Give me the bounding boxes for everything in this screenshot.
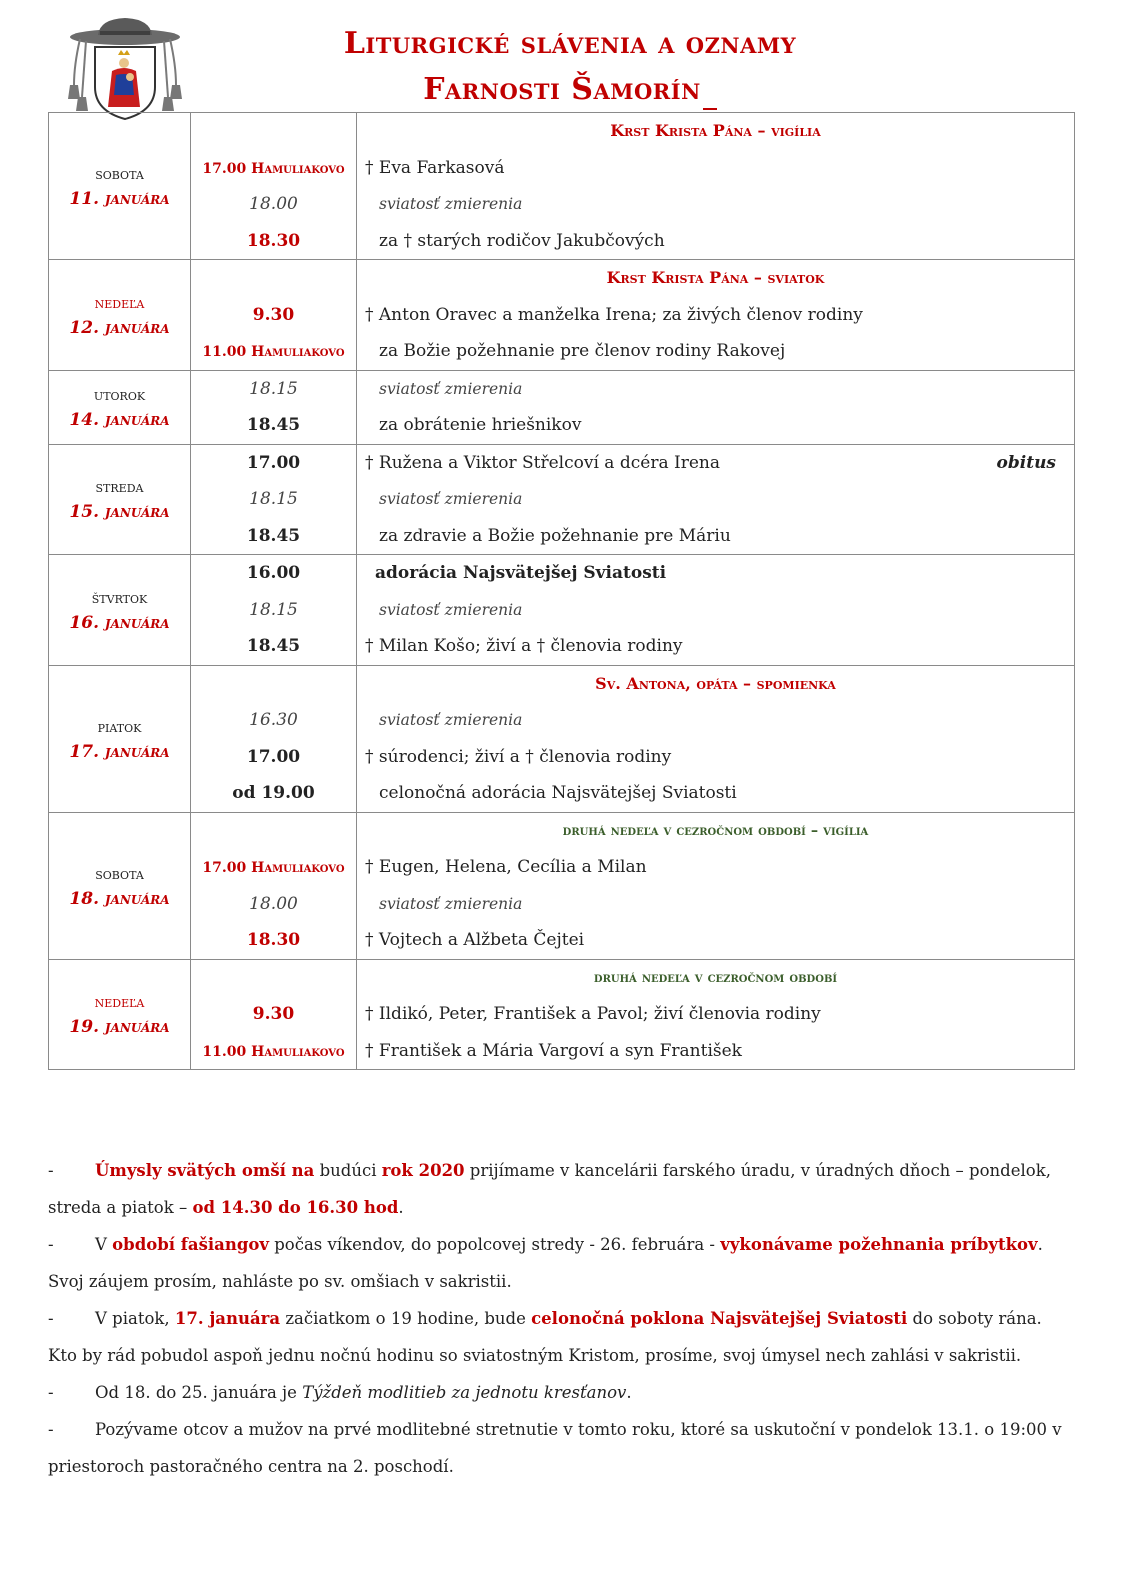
intention-text: † Eva Farkasová (365, 157, 505, 178)
mass-time-text: 18.30 (246, 230, 301, 251)
mass-time-text: 11.00 Hamuliakovo (202, 1043, 345, 1060)
mass-time-text: 17.00 (246, 452, 301, 473)
intention-text: druhá nedeľa v cezročnom období – vigília (562, 821, 869, 839)
bullet-dash: - (48, 1161, 54, 1180)
schedule-day-row (49, 444, 1075, 555)
mass-intention (357, 775, 1074, 812)
intention-text: druhá nedeľa v cezročnom období (593, 968, 838, 986)
times-cell (191, 370, 357, 444)
mass-time (191, 960, 356, 997)
mass-time (191, 628, 356, 665)
feast-title (357, 666, 1074, 703)
intention-text: † Ildikó, Peter, František a Pavol; živí členovia rodiny (365, 1004, 821, 1024)
bullet-dash: - (48, 1420, 54, 1439)
feast-title (357, 813, 1074, 850)
intention-text: za obrátenie hriešnikov (379, 415, 582, 435)
mass-intention (357, 223, 1074, 260)
schedule-day-row (49, 665, 1075, 812)
schedule-day-row (49, 959, 1075, 1070)
mass-time-text: 11.00 Hamuliakovo (202, 344, 345, 360)
intention-text: Sv. Antona, opáta – spomienka (595, 673, 836, 693)
intention-text: sviatosť zmierenia (379, 379, 523, 398)
mass-time-text: 17.00 (246, 746, 301, 767)
announcement-1 (48, 1152, 1075, 1226)
announcement-5 (48, 1411, 1075, 1485)
mass-time-text: 18.00 (249, 194, 298, 214)
mass-intention (357, 333, 1074, 370)
mass-time (191, 260, 356, 297)
intention-text: † Milan Košo; živí a † členovia rodiny (365, 636, 683, 656)
mass-time (191, 297, 356, 334)
intention-text: † Eugen, Helena, Cecília a Milan (365, 857, 647, 877)
intention-text: † František a Mária Vargoví a syn František (365, 1040, 742, 1061)
note-text: . (626, 1383, 632, 1402)
mass-intention (357, 996, 1074, 1033)
mass-time (191, 445, 356, 482)
times-cell (191, 555, 357, 666)
mass-time (191, 371, 356, 408)
title-underline (703, 80, 717, 110)
announcement-2 (48, 1226, 1075, 1300)
mass-time (191, 849, 356, 886)
mass-time-text: 18.45 (246, 415, 301, 435)
mass-time (191, 333, 356, 370)
times-cell (191, 665, 357, 812)
mass-time (191, 775, 356, 812)
times-cell (191, 260, 357, 371)
mass-intention (357, 702, 1074, 739)
intention-text: Krst Krista Pána – sviatok (606, 268, 825, 287)
intentions-cell (357, 113, 1075, 260)
day-cell (49, 444, 191, 555)
intention-text: celonočná adorácia Najsvätejšej Sviatosti (379, 783, 737, 803)
mass-time (191, 739, 356, 776)
announcement-3 (48, 1300, 1075, 1374)
mass-time (191, 813, 356, 850)
mass-time-text: 18.45 (246, 636, 301, 656)
announcement-4 (48, 1374, 1075, 1411)
note-text: Pozývame otcov a mužov na prvé modlitebné stretnutie v tomto roku, ktoré sa uskutoční v pondelok 13.1. o 19:00 v priestoroch pastoračného centra na 2. poschodí. (48, 1420, 1062, 1476)
mass-time-text: 9.30 (252, 1004, 295, 1024)
note-text: začiatkom o 19 hodine, bude (280, 1309, 532, 1328)
day-name: sobota (95, 864, 144, 883)
day-name: utorok (93, 386, 146, 404)
note-highlight: Úmysly svätých omší na (95, 1161, 315, 1180)
day-name: sobota (95, 165, 144, 183)
note-highlight: období fašiangov (112, 1235, 269, 1254)
mass-time (191, 555, 356, 592)
note-text: . (398, 1198, 404, 1217)
intentions-cell (357, 260, 1075, 371)
day-date: 11. januára (69, 189, 170, 209)
mass-time-text: 16.30 (249, 710, 298, 730)
day-cell (49, 959, 191, 1070)
day-cell (49, 665, 191, 812)
bullet-dash: - (48, 1383, 54, 1402)
mass-time-text: 16.00 (246, 563, 301, 583)
intention-text: sviatosť zmierenia (379, 490, 523, 508)
mass-time-text: 18.15 (249, 489, 298, 509)
mass-time (191, 407, 356, 444)
mass-time (191, 518, 356, 555)
note-highlight: od 14.30 do 16.30 hod (192, 1198, 399, 1217)
note-text: počas víkendov, do popolcovej stredy - 26. februára - (268, 1235, 721, 1254)
mass-intention (357, 886, 1074, 923)
mass-intention (357, 922, 1074, 959)
feast-title (357, 260, 1074, 297)
day-name: streda (95, 478, 144, 497)
intention-text: za zdravie a Božie požehnanie pre Máriu (379, 525, 731, 546)
intention-text: sviatosť zmierenia (379, 711, 523, 729)
note-text: Od 18. do 25. januára je (95, 1383, 303, 1402)
mass-time (191, 150, 356, 187)
parish-crest-logo (60, 15, 190, 125)
intention-text: adorácia Najsvätejšej Sviatosti (375, 563, 667, 583)
note-text: prijímame v kancelárii farského úradu, v úradných dňoch – pondelok, streda a piatok – (48, 1161, 1051, 1217)
intention-text: † súrodenci; živí a † členovia rodiny (365, 746, 672, 767)
intention-text: za Božie požehnanie pre členov rodiny Rakovej (379, 341, 786, 361)
obitus-note: obitus (996, 452, 1056, 473)
intentions-cell (357, 555, 1075, 666)
mass-intention (357, 186, 1074, 223)
mass-time-text: 18.00 (249, 893, 298, 914)
note-text: V (95, 1235, 113, 1254)
day-name: nedeľa (94, 993, 145, 1012)
intention-text: † Ružena a Viktor Střelcoví a dcéra Irena (365, 452, 720, 473)
intention-text: sviatosť zmierenia (379, 600, 523, 619)
day-cell (49, 370, 191, 444)
note-highlight: rok 2020 (381, 1161, 465, 1180)
day-name: nedeľa (94, 293, 145, 312)
schedule-day-row (49, 555, 1075, 666)
note-text: budúci (314, 1161, 382, 1180)
mass-time-text: 18.15 (249, 378, 298, 399)
day-cell (49, 113, 191, 260)
note-text: V piatok, (95, 1309, 175, 1328)
schedule-day-row (49, 370, 1075, 444)
mass-intention (357, 518, 1074, 555)
day-cell (49, 260, 191, 371)
intention-text: za † starých rodičov Jakubčových (379, 230, 665, 251)
liturgy-schedule-table (48, 112, 1075, 1070)
day-date: 19. januára (69, 1017, 170, 1038)
times-cell (191, 812, 357, 959)
day-date: 17. januára (69, 741, 170, 762)
mass-intention (357, 849, 1074, 886)
intention-text: Krst Krista Pána – vigília (610, 121, 821, 140)
day-date: 14. januára (69, 410, 170, 430)
day-date: 15. januára (69, 502, 170, 523)
times-cell (191, 959, 357, 1070)
mass-time (191, 481, 356, 518)
mass-intention (357, 150, 1074, 187)
note-highlight: celonočná poklona Najsvätejšej Sviatosti (531, 1309, 908, 1328)
intention-text: † Vojtech a Alžbeta Čejtei (365, 930, 585, 950)
day-date: 16. januára (69, 612, 170, 633)
mass-intention (357, 1033, 1074, 1070)
feast-title (357, 960, 1074, 997)
note-text: do soboty rána. Kto by rád pobudol aspoň jednu nočnú hodinu so sviatostným Kristom, prosíme, svoj úmysel nech zahlási v sakristii. (48, 1309, 1042, 1365)
mass-time-text: 18.45 (246, 525, 301, 546)
day-name: piatok (97, 717, 142, 736)
mass-time (191, 592, 356, 629)
document-title-line2 (260, 70, 880, 110)
mass-intention (357, 407, 1074, 444)
day-name: štvrtok (91, 588, 148, 607)
bullet-dash: - (48, 1309, 54, 1328)
mass-intention (357, 592, 1074, 629)
feast-title (357, 113, 1074, 150)
intention-text: sviatosť zmierenia (379, 195, 523, 213)
bullet-dash: - (48, 1235, 54, 1254)
intentions-cell (357, 665, 1075, 812)
day-cell (49, 812, 191, 959)
times-cell (191, 444, 357, 555)
mass-time (191, 186, 356, 223)
intentions-cell (357, 959, 1075, 1070)
mass-time-text: 17.00 Hamuliakovo (202, 860, 345, 876)
mass-time (191, 922, 356, 959)
schedule-day-row (49, 113, 1075, 260)
times-cell (191, 113, 357, 260)
note-highlight: 17. januára (174, 1309, 281, 1328)
intentions-cell (357, 444, 1075, 555)
mass-intention (357, 297, 1074, 334)
mass-time-text: 17.00 Hamuliakovo (202, 160, 345, 177)
mass-intention (357, 739, 1074, 776)
note-italic: Týždeň modlitieb za jednotu kresťanov (302, 1383, 627, 1402)
mass-time (191, 666, 356, 703)
mass-time (191, 996, 356, 1033)
day-cell (49, 555, 191, 666)
intention-text: sviatosť zmierenia (379, 894, 523, 913)
mass-time-text: 18.30 (246, 930, 301, 950)
mass-intention (357, 555, 1074, 592)
mass-intention (357, 371, 1074, 408)
mass-time-text: 18.15 (249, 599, 298, 620)
mass-time-text: od 19.00 (232, 783, 315, 803)
schedule-day-row (49, 260, 1075, 371)
mass-intention (357, 445, 1074, 482)
mass-intention (357, 481, 1074, 518)
intentions-cell (357, 370, 1075, 444)
mass-time (191, 1033, 356, 1070)
mass-time (191, 113, 356, 150)
day-date: 12. januára (69, 317, 170, 338)
announcements (48, 1152, 1075, 1485)
mass-time (191, 886, 356, 923)
intentions-cell (357, 812, 1075, 959)
mass-time-text: 9.30 (252, 304, 295, 325)
note-text: . Svoj záujem prosím, nahláste po sv. omšiach v sakristii. (48, 1235, 1043, 1291)
document-title-line1: Liturgické slávenia a oznamy (343, 26, 797, 61)
note-highlight: vykonávame požehnania príbytkov (720, 1235, 1038, 1254)
title-line2-text: Farnosti Šamorín (423, 72, 701, 107)
mass-time (191, 702, 356, 739)
schedule-day-row (49, 812, 1075, 959)
intention-text: † Anton Oravec a manželka Irena; za živých členov rodiny (365, 304, 863, 325)
mass-intention (357, 628, 1074, 665)
mass-time (191, 223, 356, 260)
day-date: 18. januára (69, 888, 170, 909)
